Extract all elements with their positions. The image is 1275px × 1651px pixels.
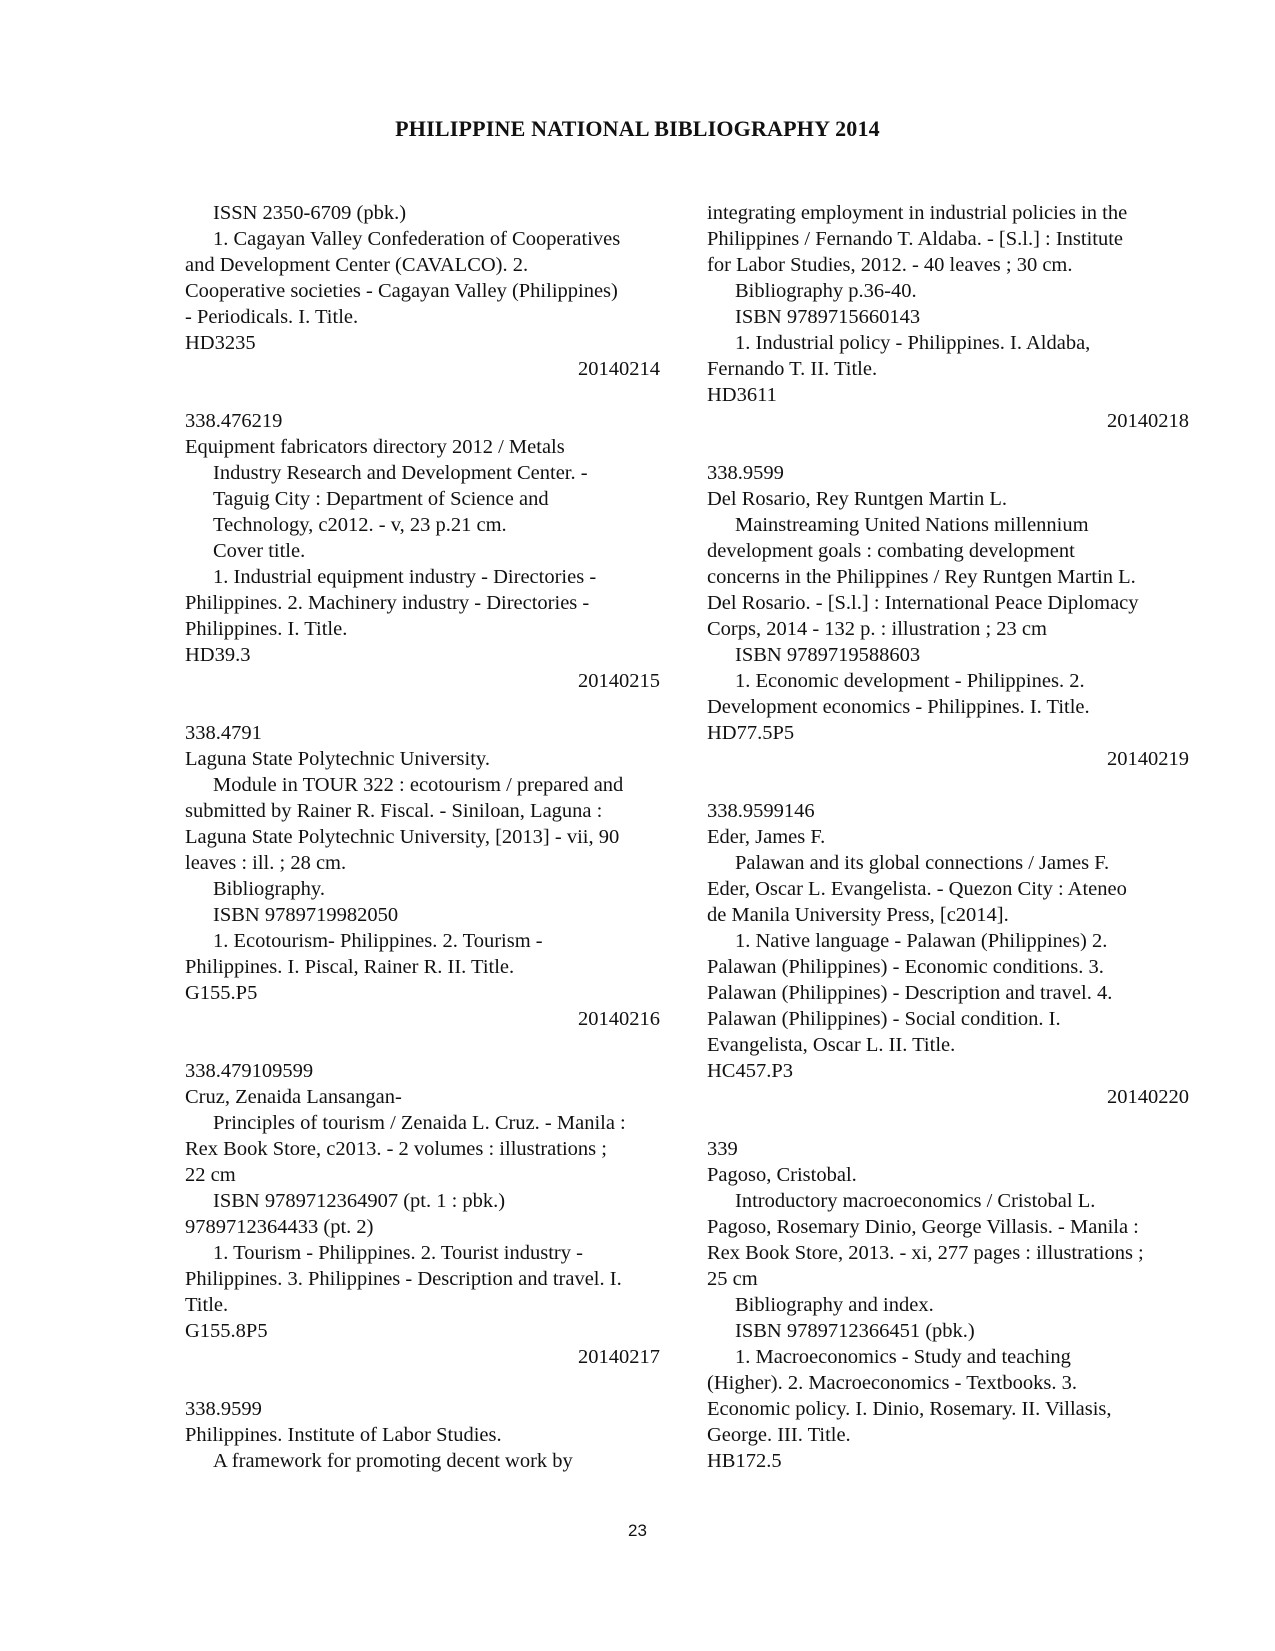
bibliography-line: 1. Economic development - Philippines. 2. [735,670,1085,692]
bibliography-line: 1. Industrial policy - Philippines. I. Aldaba, [735,332,1091,354]
left-column [185,200,660,1474]
bibliography-line: George. III. Title. [707,1424,851,1446]
bibliography-line: ISBN 9789712366451 (pbk.) [735,1320,975,1342]
bibliography-line: Bibliography and index. [735,1294,934,1316]
bibliography-line: Introductory macroeconomics / Cristobal L. [735,1190,1096,1212]
bibliography-line: Philippines. Institute of Labor Studies. [185,1424,502,1446]
bibliography-line: 1. Cagayan Valley Confederation of Cooperatives [213,228,621,250]
entry-separator [707,1110,1189,1136]
bibliography-line: Rex Book Store, 2013. - xi, 277 pages : illustrations ; [707,1242,1144,1264]
entry-separator [185,694,660,720]
bibliography-line: 338.476219 [185,410,283,432]
bibliography-line: ISBN 9789719982050 [213,904,399,926]
bibliography-line: Philippines. I. Piscal, Rainer R. II. Title. [185,956,515,978]
bibliography-line: HD77.5P5 [707,722,795,744]
bibliography-line: 1. Macroeconomics - Study and teaching [735,1346,1071,1368]
bibliography-line: Palawan (Philippines) - Social condition. I. [707,1008,1061,1030]
bibliography-line: Laguna State Polytechnic University, [2013] - vii, 90 [185,826,620,848]
bibliography-line: leaves : ill. ; 28 cm. [185,852,347,874]
bibliography-line: Principles of tourism / Zenaida L. Cruz. - Manila : [213,1112,626,1134]
entry-separator [707,772,1189,798]
bibliography-line: HB172.5 [707,1450,782,1472]
bibliography-line: concerns in the Philippines / Rey Runtgen Martin L. [707,566,1136,588]
bibliography-line: Taguig City : Department of Science and [213,488,549,510]
entry-separator [707,434,1189,460]
bibliography-line: 338.4791 [185,722,262,744]
bibliography-line: 338.479109599 [185,1060,314,1082]
bibliography-line: Palawan (Philippines) - Economic conditions. 3. [707,956,1104,978]
bibliography-line: HC457.P3 [707,1060,794,1082]
entry-separator [185,1032,660,1058]
bibliography-line: development goals : combating development [707,540,1075,562]
bibliography-line: ISBN 9789712364907 (pt. 1 : pbk.) [213,1190,506,1212]
entry-date-code: 20140215 [578,670,660,692]
entry-date-code: 20140220 [1107,1086,1189,1108]
bibliography-line: Cover title. [213,540,306,562]
bibliography-line: Fernando T. II. Title. [707,358,878,380]
bibliography-line: Del Rosario. - [S.l.] : International Peace Diplomacy [707,592,1139,614]
bibliography-line: Pagoso, Rosemary Dinio, George Villasis. - Manila : [707,1216,1139,1238]
bibliography-line: 1. Industrial equipment industry - Directories - [213,566,597,588]
entry-date-code: 20140216 [578,1008,660,1030]
right-column [707,200,1189,1474]
bibliography-line: Title. [185,1294,229,1316]
bibliography-line: 338.9599146 [707,800,815,822]
bibliography-line: Development economics - Philippines. I. Title. [707,696,1090,718]
bibliography-line: Bibliography. [213,878,325,900]
bibliography-line: Cooperative societies - Cagayan Valley (Philippines) [185,280,618,302]
bibliography-line: and Development Center (CAVALCO). 2. [185,254,529,276]
bibliography-line: G155.8P5 [185,1320,268,1342]
bibliography-line: HD39.3 [185,644,251,666]
bibliography-line: Laguna State Polytechnic University. [185,748,490,770]
entry-separator [185,382,660,408]
bibliography-line: (Higher). 2. Macroeconomics - Textbooks. 3. [707,1372,1077,1394]
bibliography-line: Philippines. 3. Philippines - Description and travel. I. [185,1268,622,1290]
bibliography-line: G155.P5 [185,982,258,1004]
entry-date-code: 20140217 [578,1346,660,1368]
bibliography-line: Palawan (Philippines) - Description and travel. 4. [707,982,1113,1004]
bibliography-line: A framework for promoting decent work by [213,1450,573,1472]
bibliography-line: 338.9599 [707,462,784,484]
entry-date-code: 20140218 [1107,410,1189,432]
bibliography-line: ISBN 9789715660143 [735,306,921,328]
bibliography-line: Cruz, Zenaida Lansangan- [185,1086,402,1108]
bibliography-line: HD3611 [707,384,777,406]
bibliography-line: Economic policy. I. Dinio, Rosemary. II. Villasis, [707,1398,1112,1420]
bibliography-line: for Labor Studies, 2012. - 40 leaves ; 30 cm. [707,254,1073,276]
bibliography-line: 338.9599 [185,1398,262,1420]
bibliography-line: Corps, 2014 - 132 p. : illustration ; 23 cm [707,618,1047,640]
entry-date-code: 20140214 [578,358,660,380]
bibliography-line: Del Rosario, Rey Runtgen Martin L. [707,488,1008,510]
bibliography-line: 9789712364433 (pt. 2) [185,1216,374,1238]
bibliography-line: Pagoso, Cristobal. [707,1164,857,1186]
bibliography-line: ISBN 9789719588603 [735,644,921,666]
bibliography-line: Module in TOUR 322 : ecotourism / prepared and [213,774,624,796]
bibliography-line: 1. Ecotourism- Philippines. 2. Tourism - [213,930,543,952]
bibliography-line: 25 cm [707,1268,758,1290]
bibliography-line: de Manila University Press, [c2014]. [707,904,1009,926]
bibliography-line: Evangelista, Oscar L. II. Title. [707,1034,956,1056]
entry-date-code: 20140219 [1107,748,1189,770]
bibliography-line: Palawan and its global connections / James F. [735,852,1110,874]
bibliography-line: integrating employment in industrial policies in the [707,202,1128,224]
bibliography-line: Equipment fabricators directory 2012 / Metals [185,436,565,458]
bibliography-line: HD3235 [185,332,256,354]
bibliography-line: 339 [707,1138,738,1160]
bibliography-line: Technology, c2012. - v, 23 p.21 cm. [213,514,507,536]
bibliography-line: 1. Native language - Palawan (Philippines) 2. [735,930,1108,952]
bibliography-line: 1. Tourism - Philippines. 2. Tourist industry - [213,1242,583,1264]
bibliography-line: Philippines. I. Title. [185,618,348,640]
bibliography-line: Philippines / Fernando T. Aldaba. - [S.l.] : Institute [707,228,1124,250]
bibliography-line: Philippines. 2. Machinery industry - Directories - [185,592,590,614]
bibliography-line: Eder, Oscar L. Evangelista. - Quezon City : Ateneo [707,878,1127,900]
bibliography-line: submitted by Rainer R. Fiscal. - Siniloan, Laguna : [185,800,603,822]
bibliography-line: Eder, James F. [707,826,826,848]
bibliography-line: ISSN 2350-6709 (pbk.) [213,202,407,224]
bibliography-line: - Periodicals. I. Title. [185,306,359,328]
bibliography-line: Rex Book Store, c2013. - 2 volumes : illustrations ; [185,1138,607,1160]
bibliography-line: Industry Research and Development Center. - [213,462,588,484]
entry-separator [185,1370,660,1396]
page-title: PHILIPPINE NATIONAL BIBLIOGRAPHY 2014 [395,116,880,141]
bibliography-line: Bibliography p.36-40. [735,280,917,302]
page-number: 23 [628,1521,647,1540]
bibliography-line: 22 cm [185,1164,236,1186]
bibliography-line: Mainstreaming United Nations millennium [735,514,1089,536]
